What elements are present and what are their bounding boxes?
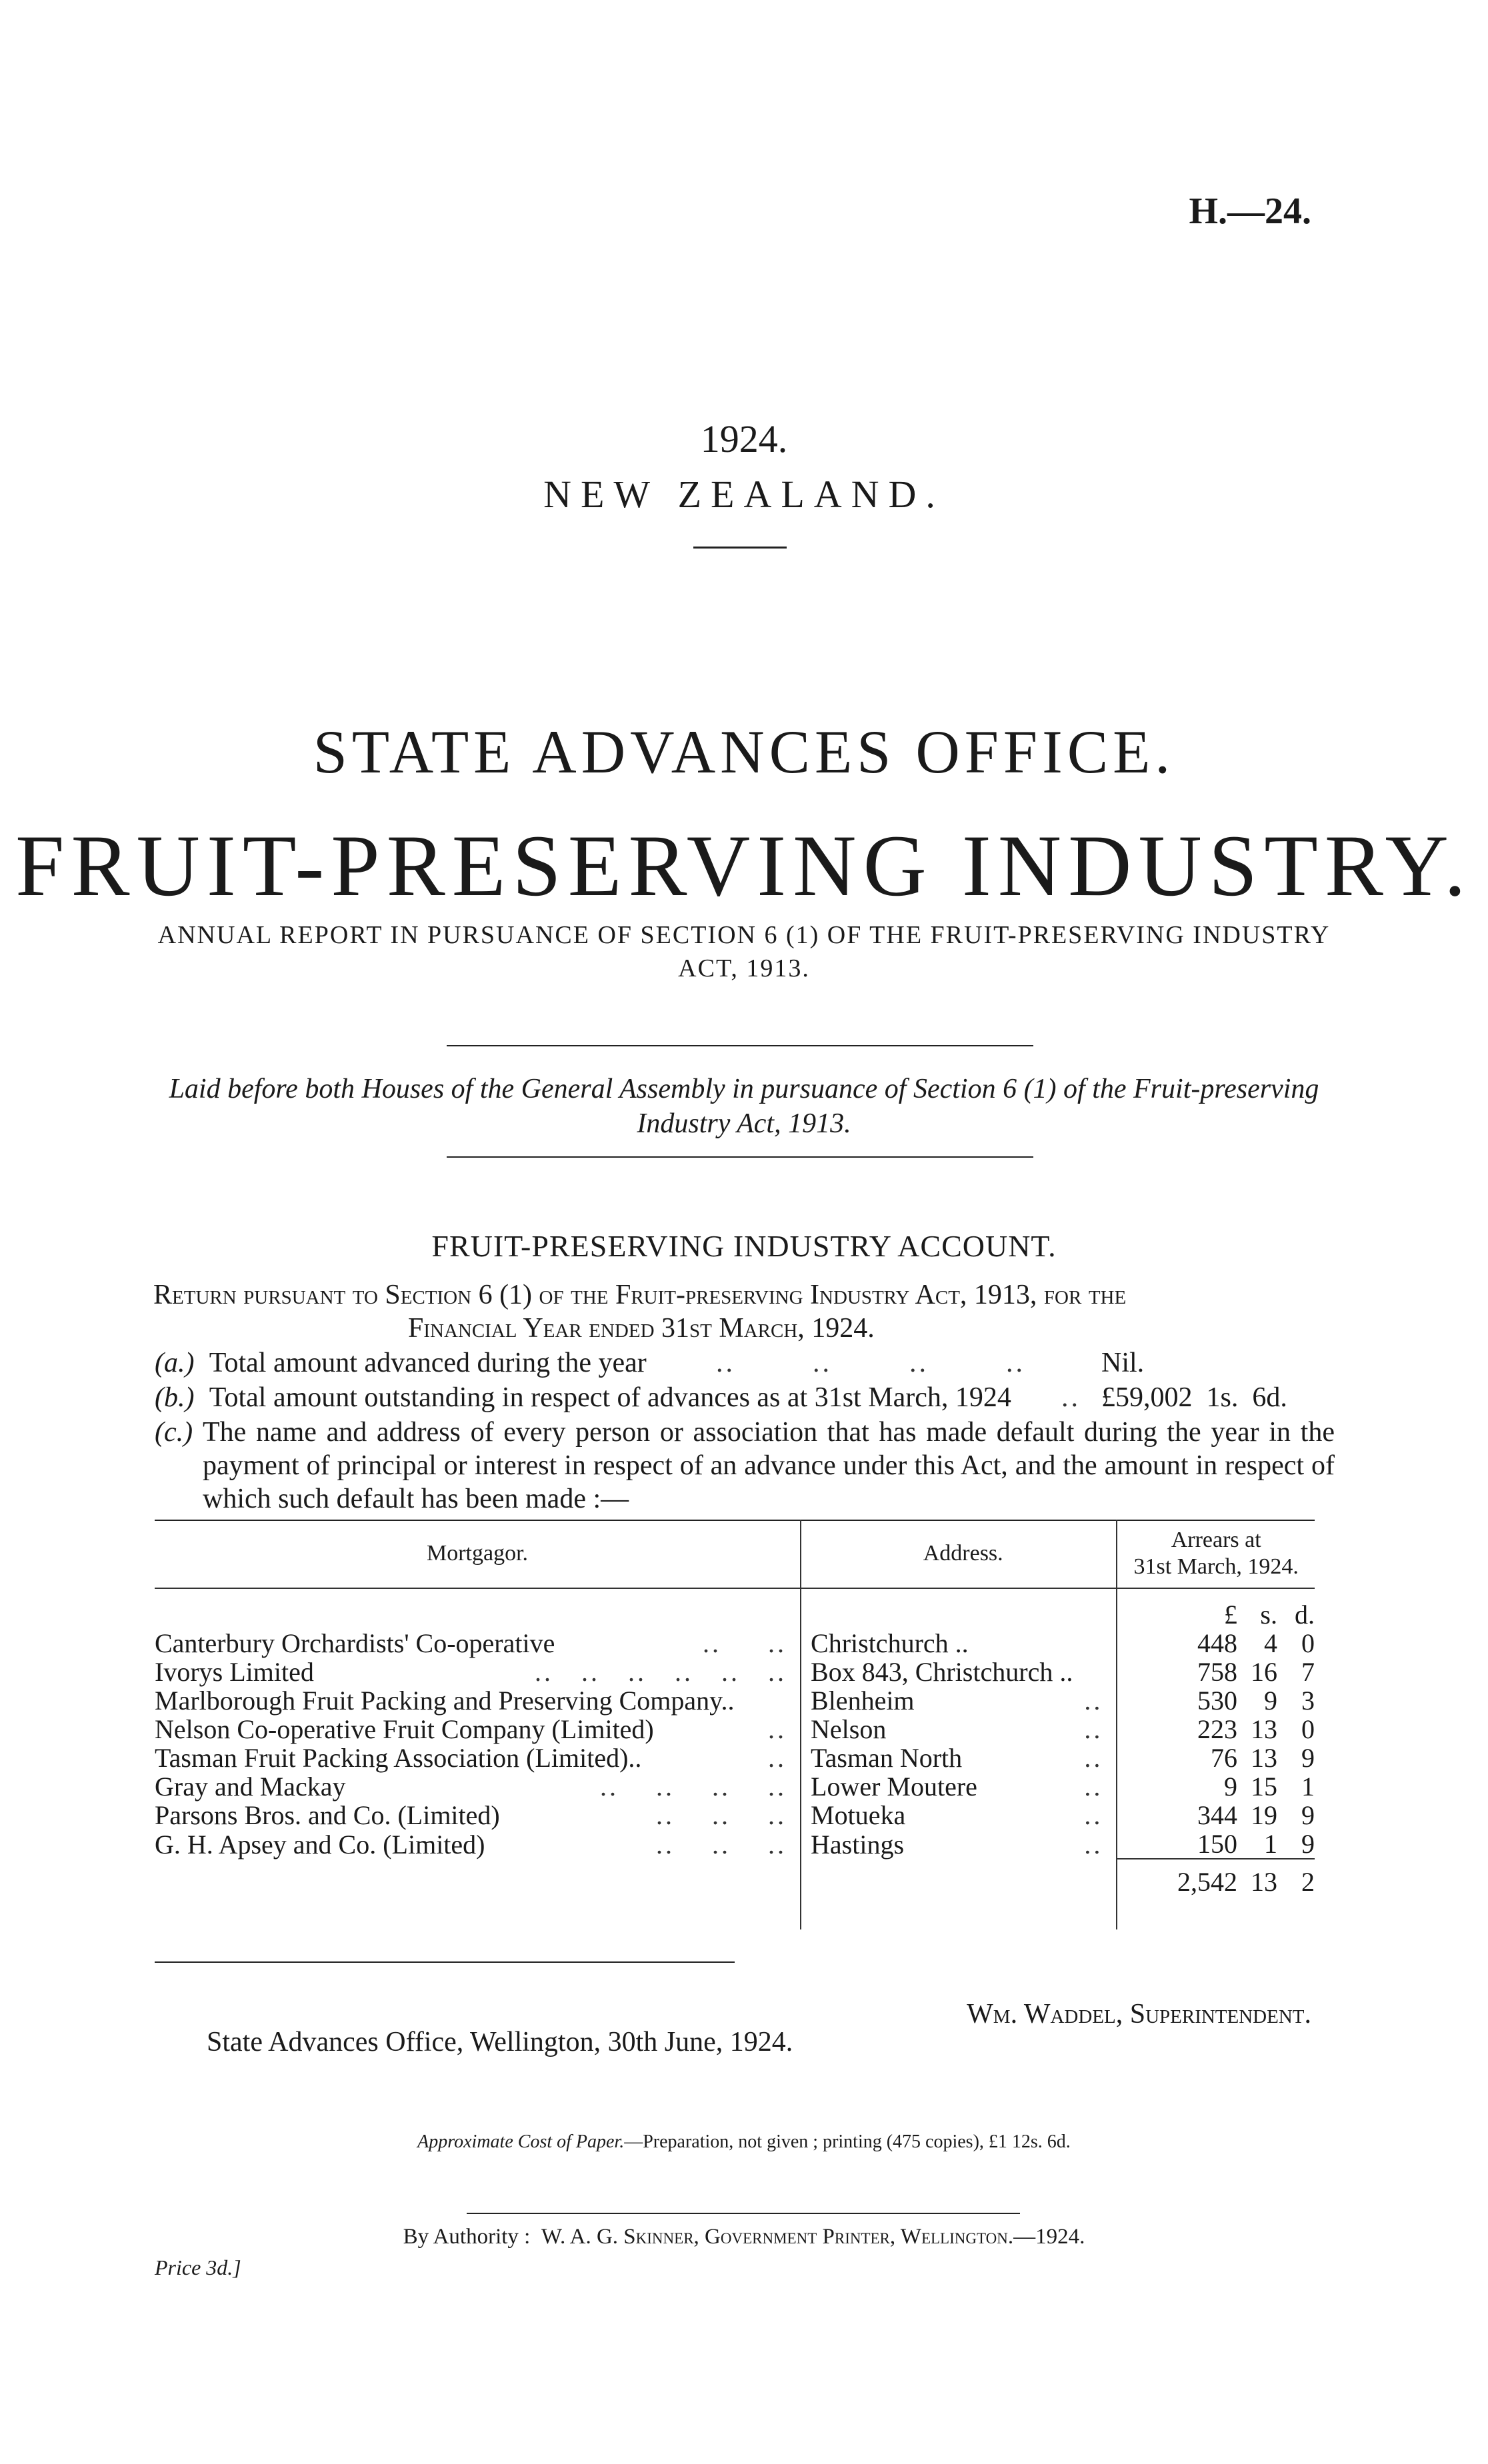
arrears-pence: 9 xyxy=(1301,1829,1315,1859)
arrears-pence: 0 xyxy=(1301,1714,1315,1744)
mortgagor-name: Parsons Bros. and Co. (Limited) xyxy=(155,1800,500,1830)
address-cell xyxy=(801,1801,1117,1830)
arrears-cell xyxy=(1117,1801,1315,1830)
address-cell xyxy=(801,1715,1117,1744)
arrears-pounds: 448 xyxy=(1197,1628,1237,1658)
unit-pence: d. xyxy=(1295,1600,1315,1630)
arrears-pence: 1 xyxy=(1301,1772,1315,1802)
address-text: Christchurch .. xyxy=(811,1628,969,1658)
leader-dots: .. .. xyxy=(703,1628,787,1658)
mortgagor-name: Marlborough Fruit Packing and Preserving Company.. xyxy=(155,1686,735,1716)
item-label: (a.) xyxy=(155,1348,195,1378)
address-text: Motueka xyxy=(811,1800,906,1830)
leader-dots: .. xyxy=(1084,1714,1103,1744)
arrears-shillings: 13 xyxy=(1251,1714,1277,1744)
return-line-2: Financial Year ended 31st March, 1924. xyxy=(408,1313,875,1344)
table-row xyxy=(155,1715,1315,1744)
table-row xyxy=(155,1801,1315,1830)
item-label: (b.) xyxy=(155,1382,195,1413)
arrears-pence: 9 xyxy=(1301,1743,1315,1773)
mortgagor-name: Nelson Co-operative Fruit Company (Limited) xyxy=(155,1714,654,1744)
arrears-cell xyxy=(1117,1658,1315,1686)
mortgagor-cell xyxy=(155,1772,801,1801)
mortgagor-cell xyxy=(155,1744,801,1772)
leader-dots: .. .. .. .. xyxy=(716,1348,1025,1378)
return-statement xyxy=(153,1278,1335,1345)
arrears-pence: 9 xyxy=(1301,1800,1315,1830)
leader-dots: .. .. .. .. .. .. xyxy=(535,1657,787,1687)
address-cell xyxy=(801,1772,1117,1801)
item-label: (c.) xyxy=(155,1417,193,1448)
arrears-shillings: 16 xyxy=(1251,1657,1277,1687)
table-row xyxy=(155,1772,1315,1801)
default-table xyxy=(155,1520,1315,1929)
laid-before-line-1: Laid before both Houses of the General Assembly in pursuance of Section 6 (1) of the Fruit-preserving xyxy=(169,1074,1319,1104)
arrears-pence: 7 xyxy=(1301,1657,1315,1687)
arrears-pounds: 9 xyxy=(1224,1772,1237,1802)
mortgagor-cell xyxy=(155,1686,801,1715)
arrears-shillings: 4 xyxy=(1264,1628,1277,1658)
mortgagor-cell xyxy=(155,1658,801,1686)
divider xyxy=(447,1156,1033,1158)
address-cell xyxy=(801,1686,1117,1715)
total-shillings: 13 xyxy=(1251,1867,1277,1897)
address-cell xyxy=(801,1830,1117,1859)
leader-dots: .. xyxy=(1084,1800,1103,1830)
units-row xyxy=(1117,1588,1315,1629)
table-row xyxy=(155,1658,1315,1686)
table-row xyxy=(155,1629,1315,1658)
leader-dots: .. xyxy=(1084,1772,1103,1802)
mortgagor-name: Tasman Fruit Packing Association (Limited).. xyxy=(155,1743,642,1773)
mortgagor-name: Canterbury Orchardists' Co-operative xyxy=(155,1628,555,1658)
address-cell xyxy=(801,1629,1117,1658)
total-pence: 2 xyxy=(1301,1867,1315,1897)
leader-dots: .. .. .. .. xyxy=(600,1772,787,1802)
printer-authority xyxy=(0,2225,1488,2249)
address-cell xyxy=(801,1658,1117,1686)
return-line-1: Return pursuant to Section 6 (1) of the Fruit-preserving Industry Act, 1913, for the xyxy=(153,1280,1127,1310)
report-year: 1924. xyxy=(700,417,788,461)
header-mortgagor: Mortgagor. xyxy=(426,1541,529,1566)
mortgagor-name: Gray and Mackay xyxy=(155,1772,346,1802)
cost-note xyxy=(0,2131,1488,2153)
arrears-cell xyxy=(1117,1772,1315,1801)
arrears-pounds: 76 xyxy=(1211,1743,1237,1773)
table-row xyxy=(155,1830,1315,1859)
mortgagor-cell xyxy=(155,1715,801,1744)
paper-reference: H.—24. xyxy=(1189,191,1311,232)
leader-dots: .. .. .. xyxy=(656,1829,787,1859)
leader-dots: .. xyxy=(768,1714,787,1744)
authority-text: W. A. G. Skinner, Government Printer, Wellington.—1924. xyxy=(541,2225,1085,2249)
laid-before-line-2: Industry Act, 1913. xyxy=(637,1108,851,1139)
mortgagor-name: G. H. Apsey and Co. (Limited) xyxy=(155,1829,485,1859)
item-value: £59,002 1s. 6d. xyxy=(1101,1382,1287,1413)
arrears-pounds: 530 xyxy=(1197,1686,1237,1716)
item-text: Total amount outstanding in respect of advances as at 31st March, 1924 xyxy=(209,1382,1011,1413)
arrears-cell xyxy=(1117,1744,1315,1772)
total-pounds: 2,542 xyxy=(1177,1867,1237,1897)
item-text: The name and address of every person or association that has made default during the year in the payment of principal or interest in respect of an advance under this Act, and the amount in respect of which such default has been made :— xyxy=(203,1417,1335,1514)
report-subtitle-line-2: ACT, 1913. xyxy=(678,954,810,982)
header-arrears xyxy=(1117,1520,1315,1588)
arrears-pence: 0 xyxy=(1301,1628,1315,1658)
header-address: Address. xyxy=(801,1520,1117,1588)
office-heading: STATE ADVANCES OFFICE. xyxy=(313,718,1175,786)
leader-dots: .. .. .. xyxy=(656,1800,787,1830)
header-arrears-line-1: Arrears at xyxy=(1171,1528,1261,1552)
laid-before-note xyxy=(153,1072,1335,1141)
arrears-shillings: 13 xyxy=(1251,1743,1277,1773)
place-date: State Advances Office, Wellington, 30th June, 1924. xyxy=(207,2027,793,2057)
leader-dots: .. xyxy=(1061,1382,1081,1413)
arrears-shillings: 9 xyxy=(1264,1686,1277,1716)
leader-dots: .. xyxy=(768,1743,787,1773)
arrears-pounds: 758 xyxy=(1197,1657,1237,1687)
divider xyxy=(693,547,787,549)
address-text: Box 843, Christchurch .. xyxy=(811,1657,1073,1687)
industry-heading: FRUIT-PRESERVING INDUSTRY. xyxy=(15,816,1473,914)
item-b xyxy=(155,1381,1335,1414)
divider xyxy=(447,1045,1033,1046)
divider xyxy=(467,2213,1020,2214)
report-subtitle-line-1: ANNUAL REPORT IN PURSUANCE OF SECTION 6 (1) OF THE FRUIT-PRESERVING INDUSTRY xyxy=(157,921,1331,949)
table-bottom-rule xyxy=(155,1961,735,1963)
total-row xyxy=(1117,1859,1315,1896)
arrears-pounds: 344 xyxy=(1197,1800,1237,1830)
arrears-cell xyxy=(1117,1830,1315,1859)
country-heading: NEW ZEALAND. xyxy=(543,473,945,516)
arrears-pence: 3 xyxy=(1301,1686,1315,1716)
authority-prefix: By Authority : xyxy=(403,2225,531,2249)
leader-dots: .. xyxy=(1084,1686,1103,1716)
arrears-cell xyxy=(1117,1629,1315,1658)
cost-label: Approximate Cost of Paper. xyxy=(417,2131,625,2152)
address-text: Lower Moutere xyxy=(811,1772,977,1802)
header-arrears-line-2: 31st March, 1924. xyxy=(1133,1554,1299,1579)
item-text: Total amount advanced during the year xyxy=(209,1348,647,1378)
leader-dots: .. xyxy=(1084,1743,1103,1773)
item-value: Nil. xyxy=(1101,1348,1145,1378)
item-c xyxy=(155,1416,1335,1516)
item-a xyxy=(155,1346,1335,1380)
unit-shillings: s. xyxy=(1260,1600,1277,1630)
price: Price 3d.] xyxy=(155,2255,241,2279)
address-text: Tasman North xyxy=(811,1743,963,1773)
arrears-pounds: 150 xyxy=(1197,1829,1237,1859)
arrears-shillings: 15 xyxy=(1251,1772,1277,1802)
arrears-cell xyxy=(1117,1715,1315,1744)
report-subtitle xyxy=(153,918,1335,985)
mortgagor-cell xyxy=(155,1830,801,1859)
table-row xyxy=(155,1744,1315,1772)
arrears-shillings: 1 xyxy=(1264,1829,1277,1859)
address-text: Nelson xyxy=(811,1714,887,1744)
address-text: Hastings xyxy=(811,1829,905,1859)
table-row xyxy=(155,1686,1315,1715)
signature: Wm. Waddel, Superintendent. xyxy=(967,1999,1311,2029)
arrears-shillings: 19 xyxy=(1251,1800,1277,1830)
mortgagor-name: Ivorys Limited xyxy=(155,1657,314,1687)
account-title: FRUIT-PRESERVING INDUSTRY ACCOUNT. xyxy=(431,1229,1057,1263)
arrears-cell xyxy=(1117,1686,1315,1715)
address-cell xyxy=(801,1744,1117,1772)
mortgagor-cell xyxy=(155,1629,801,1658)
arrears-pounds: 223 xyxy=(1197,1714,1237,1744)
leader-dots: .. xyxy=(1084,1829,1103,1859)
unit-pounds: £ xyxy=(1224,1600,1237,1630)
address-text: Blenheim xyxy=(811,1686,915,1716)
mortgagor-cell xyxy=(155,1801,801,1830)
cost-text: —Preparation, not given ; printing (475 copies), £1 12s. 6d. xyxy=(624,2131,1071,2152)
